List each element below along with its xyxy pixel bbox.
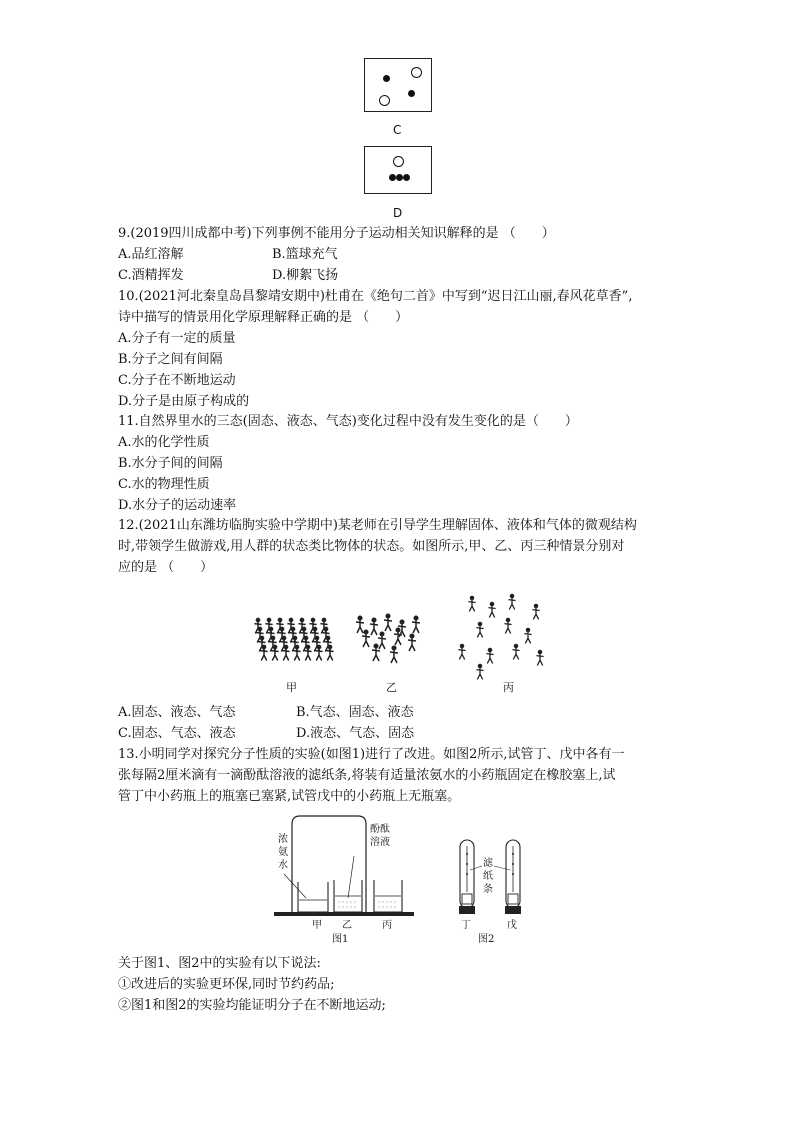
q10-stem-1: 10.(2021河北秦皇岛昌黎靖安期中)杜甫在《绝句二首》中写到“迟日江山丽,春风花草香”, bbox=[118, 289, 633, 304]
person-figure bbox=[280, 627, 283, 630]
person-figure bbox=[284, 645, 287, 648]
atom-dot bbox=[403, 174, 410, 181]
label-phenol-2: 溶液 bbox=[370, 837, 390, 848]
label-ammonia-2: 氨 bbox=[278, 847, 288, 858]
person-figure bbox=[258, 627, 261, 630]
q13-after-3: ②图1和图2的实验均能证明分子在不断地运动; bbox=[118, 998, 386, 1013]
crowd-solid bbox=[254, 618, 333, 660]
person-figure bbox=[514, 644, 517, 647]
person-figure bbox=[306, 645, 309, 648]
person-figure bbox=[372, 618, 376, 622]
person-figure bbox=[262, 645, 265, 648]
person-figure bbox=[478, 664, 481, 667]
person-figure bbox=[304, 636, 307, 639]
label-tube-ding: 丁 bbox=[461, 920, 471, 931]
q9-option-b: B.篮球充气 bbox=[272, 247, 338, 262]
q12-stem-3: 应的是 （ ） bbox=[118, 560, 214, 575]
crowd-states-figure bbox=[240, 590, 570, 700]
person-figure bbox=[269, 627, 272, 630]
q11-option-b: B.水分子间的间隔 bbox=[118, 456, 223, 471]
person-figure bbox=[291, 627, 294, 630]
label-strip-2: 纸 bbox=[483, 871, 493, 882]
person-figure bbox=[470, 596, 473, 599]
crowd-label-yi: 乙 bbox=[386, 681, 397, 694]
figure-1-caption: 图1 bbox=[332, 934, 349, 944]
q10-stem-2: 诗中描写的情景用化学原理解释正确的是 （ ） bbox=[118, 310, 409, 325]
q13-stem-3: 管丁中小药瓶上的瓶塞已塞紧,试管戊中的小药瓶上无瓶塞。 bbox=[118, 789, 461, 804]
q12-option-c: C.固态、气态、液态 bbox=[118, 726, 236, 741]
option-d-figure bbox=[364, 146, 432, 194]
q12-option-d: D.液态、气态、固态 bbox=[296, 726, 415, 741]
person-figure bbox=[267, 618, 270, 621]
q12-stem-2: 时,带领学生做游戏,用人群的状态类比物体的状态。如图所示,甲、乙、丙三种情景分别对 bbox=[118, 539, 625, 554]
person-figure bbox=[488, 648, 491, 651]
person-figure bbox=[526, 628, 529, 631]
q10-option-d: D.分子是由原子构成的 bbox=[118, 394, 250, 409]
q13-stem-1: 13.小明同学对探究分子性质的实验(如图1)进行了改进。如图2所示,试管丁、戊中各有一 bbox=[118, 747, 625, 762]
option-d-label: D bbox=[393, 206, 403, 220]
person-figure bbox=[490, 602, 493, 605]
q13-after-1: 关于图1、图2中的实验有以下说法: bbox=[118, 956, 321, 971]
label-beaker-bing: 丙 bbox=[382, 920, 392, 931]
person-figure bbox=[289, 618, 292, 621]
option-c-label: C bbox=[393, 123, 402, 137]
person-figure bbox=[392, 646, 396, 650]
experiment-figure-1 bbox=[262, 812, 422, 944]
person-figure bbox=[311, 618, 314, 621]
person-figure bbox=[271, 636, 274, 639]
person-figure bbox=[302, 627, 305, 630]
person-figure bbox=[322, 618, 325, 621]
person-figure bbox=[295, 645, 298, 648]
experiment-figure-2 bbox=[448, 836, 538, 944]
label-strip-3: 条 bbox=[483, 884, 493, 895]
figure-2-caption: 图2 bbox=[478, 934, 495, 944]
person-figure bbox=[358, 616, 362, 620]
q11-option-d: D.水分子的运动速率 bbox=[118, 498, 237, 513]
label-ammonia-3: 水 bbox=[278, 860, 288, 871]
person-figure bbox=[478, 622, 481, 625]
person-figure bbox=[273, 645, 276, 648]
q10-option-b: B.分子之间有间隔 bbox=[118, 352, 223, 367]
person-figure bbox=[256, 618, 259, 621]
label-phenol-1: 酚酞 bbox=[370, 824, 390, 835]
person-figure bbox=[400, 620, 404, 624]
person-figure bbox=[282, 636, 285, 639]
person-figure bbox=[534, 604, 537, 607]
q10-option-a: A.分子有一定的质量 bbox=[118, 331, 236, 346]
beaker-jia bbox=[298, 882, 328, 912]
atom-dot bbox=[383, 75, 390, 82]
q13-after-2: ①改进后的实验更环保,同时节约药品; bbox=[118, 977, 335, 992]
person-figure bbox=[380, 632, 384, 636]
label-strip-1: 滤 bbox=[483, 858, 493, 869]
bell-jar bbox=[292, 816, 366, 914]
person-figure bbox=[300, 618, 303, 621]
person-figure bbox=[260, 636, 263, 639]
person-figure bbox=[510, 594, 513, 597]
option-c-figure bbox=[364, 58, 432, 112]
person-figure bbox=[538, 650, 541, 653]
person-figure bbox=[410, 634, 414, 638]
person-figure bbox=[324, 627, 327, 630]
q9-option-c: C.酒精挥发 bbox=[118, 268, 184, 283]
label-tube-wu: 戊 bbox=[507, 920, 517, 931]
q9-stem: 9.(2019四川成都中考)下列事例不能用分子运动相关知识解释的是 （ ） bbox=[118, 226, 555, 241]
atom-circle bbox=[411, 67, 422, 78]
person-figure bbox=[315, 636, 318, 639]
label-beaker-yi: 乙 bbox=[342, 920, 352, 931]
person-figure bbox=[364, 630, 368, 634]
crowd-label-jia: 甲 bbox=[286, 681, 297, 694]
q11-option-c: C.水的物理性质 bbox=[118, 477, 210, 492]
person-figure bbox=[313, 627, 316, 630]
q10-option-c: C.分子在不断地运动 bbox=[118, 373, 236, 388]
person-figure bbox=[317, 645, 320, 648]
person-figure bbox=[278, 618, 281, 621]
crowd-liquid bbox=[356, 614, 420, 663]
q12-option-b: B.气态、固态、液态 bbox=[296, 705, 414, 720]
q12-stem-1: 12.(2021山东潍坊临朐实验中学期中)某老师在引导学生理解固体、液体和气体的微观结构 bbox=[118, 518, 637, 533]
person-figure bbox=[460, 644, 463, 647]
person-figure bbox=[386, 614, 390, 618]
person-figure bbox=[414, 616, 418, 620]
crowd-gas bbox=[458, 594, 543, 679]
crowd-label-bing: 丙 bbox=[503, 681, 514, 694]
label-beaker-jia: 甲 bbox=[312, 920, 322, 931]
atom-circle bbox=[393, 156, 404, 167]
person-figure bbox=[506, 618, 509, 621]
q12-option-a: A.固态、液态、气态 bbox=[118, 705, 236, 720]
q13-stem-2: 张每隔2厘米滴有一滴酚酞溶液的滤纸条,将装有适量浓氨水的小药瓶固定在橡胶塞上,试 bbox=[118, 768, 616, 783]
atom-circle bbox=[379, 95, 390, 106]
base-plate bbox=[274, 912, 414, 916]
person-figure bbox=[326, 636, 329, 639]
atom-dot bbox=[389, 174, 396, 181]
person-figure bbox=[374, 644, 378, 648]
person-figure bbox=[293, 636, 296, 639]
person-figure bbox=[328, 645, 331, 648]
label-ammonia-1: 浓 bbox=[278, 834, 288, 845]
person-figure bbox=[396, 628, 400, 632]
q9-option-d: D.柳絮飞扬 bbox=[272, 268, 339, 283]
atom-dot bbox=[408, 90, 415, 97]
q11-stem: 11.自然界里水的三态(固态、液态、气态)变化过程中没有发生变化的是（ ） bbox=[118, 414, 578, 429]
q9-option-a: A.品红溶解 bbox=[118, 247, 184, 262]
atom-dot bbox=[396, 174, 403, 181]
q11-option-a: A.水的化学性质 bbox=[118, 435, 210, 450]
